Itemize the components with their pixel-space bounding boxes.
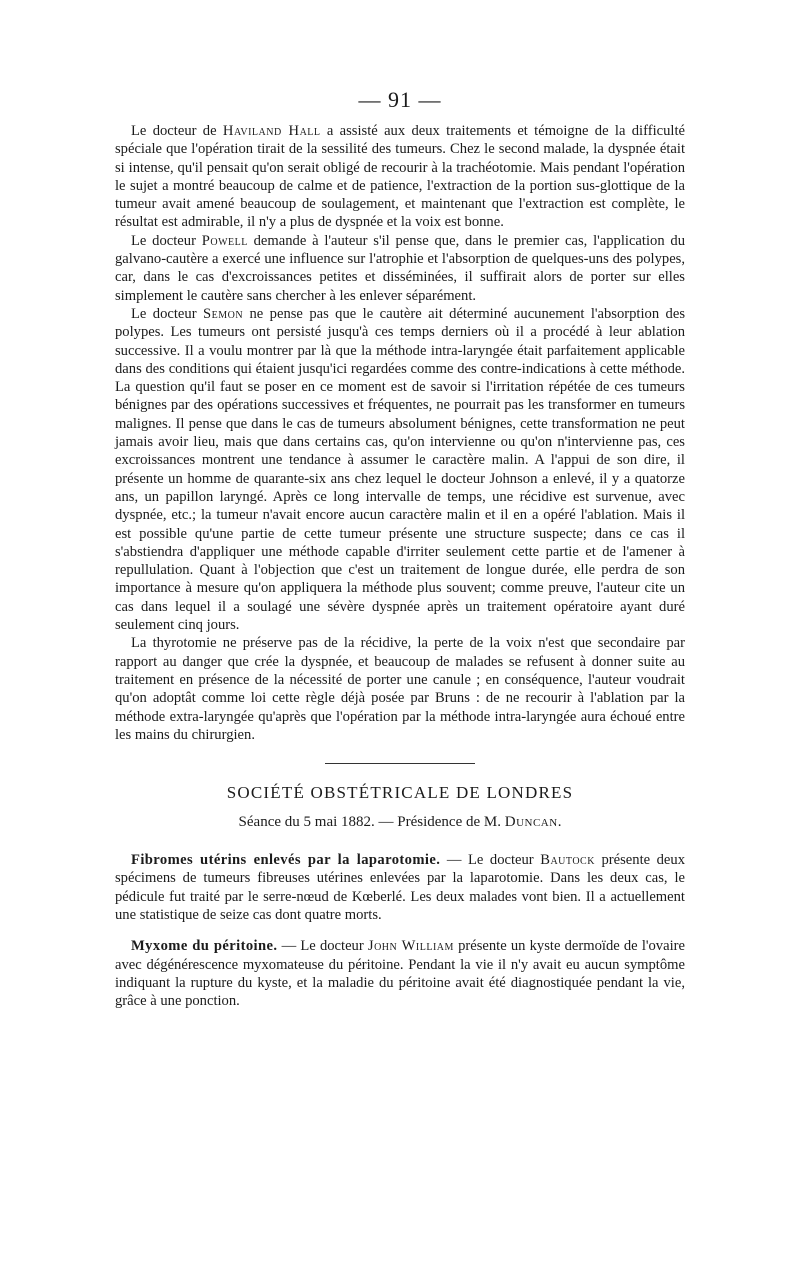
text-run: — Le docteur (277, 938, 368, 955)
text-run: présente un kyste dermoïde de l'ovaire avec dégénérescence myxomateuse du péritoine. Pendant la vie il n'y avait eu aucun symptôme indiquant la rupture du kyste, et la maladie du péritoine avait été diagnostiquée pendant la vie, grâce à une ponction. (115, 938, 685, 1010)
text-run: ne pense pas que le cautère ait déterminé aucunement l'absorption des polypes. Les tumeurs ont persisté jusqu'à ces temps derniers où il a procédé à leur ablation successive. Il a voulu montrer par là que la méthode intra-laryngée était parfaitement applicable dans des conditions qui étaient jusqu'ici regardées comme des contre-indications à cette méthode. La question qu'il faut se poser en ce moment est de savoir si l'irritation répétée de ces tumeurs bénignes par des opérations successives et fréquentes, ne pourrait pas les transformer en tumeurs malignes. Il pense que dans le cas de tumeurs absolument bénignes, cette transformation ne peut jamais avoir lieu, mais que dans certains cas, qu'on intervienne ou qu'on n'intervienne pas, ces excroissances montrent une tendance à assumer le caractère malin. A l'appui de son dire, il présente un homme de quarante-six ans chez lequel le docteur Johnson a enlevé, il y a quatorze ans, un papillon laryngé. Après ce long intervalle de temps, une récidive est survenue, avec dyspnée, etc.; la tumeur n'avait encore aucun caractère malin et il en a opéré l'ablation. Mais il est possible qu'une partie de cette tumeur présente une structure suspecte; dans ce cas il s'abstiendra d'appliquer une méthode capable d'irriter seulement cette partie et de l'amener à repullulation. Quant à l'objection que c'est un traitement de longue durée, elle perdra de son importance à mesure qu'on appliquera la méthode plus souvent; comme preuve, l'auteur cite un cas dans lequel il a soulagé une sévère dyspnée après un traitement opératoire ayant duré seulement cinq jours. (115, 305, 686, 634)
text-run: Le docteur (131, 305, 203, 322)
text-run: — Le docteur (440, 852, 541, 869)
text-run: présente deux spécimens de tumeurs fibreuses utérines enlevées par la laparotomie. Dans les deux cas, le pédicule fut traité par le serre-nœud de Kœberlé. Les deux malades vont bien. Il a actuellement une statistique de seize cas dont quatre morts. (115, 852, 686, 923)
entry-heading: Myxome du péritoine. (131, 938, 278, 955)
paragraph-powell (115, 232, 685, 305)
text-run: demande à l'auteur s'il pense que, dans le premier cas, l'application du galvano-cautère a exercé une influence sur l'atrophie et l'absorption de quelques-uns des polypes, car, dans le cas d'excroissances petites et disséminées, il suffirait alors de porter sur elles simplement le cautère sans chercher à les enlever séparément. (115, 232, 685, 304)
section-divider (325, 763, 475, 764)
paragraph-haviland-hall (115, 122, 685, 232)
text-run: a assisté aux deux traitements et témoigne de la difficulté spéciale que l'opération tirait de la sessilité des tumeurs. Chez le second malade, la dyspnée était si intense, qu'il pensait qu'on serait obligé de recourir à la trachéotomie. Mais pendant l'opération le sujet a montré beaucoup de calme et de patience, l'extraction de la portion sus-glottique de la tumeur avait amené beaucoup de soulagement, et maintenant que l'extraction est complète, le résultat est admirable, il n'y a plus de dyspnée et la voix est bonne. (115, 123, 685, 231)
author-name: John William (367, 938, 454, 955)
author-name: Powell (201, 232, 248, 249)
paragraph-myxome (115, 937, 685, 1010)
text-run: Le docteur (131, 232, 202, 249)
paragraph-thyrotomie: La thyrotomie ne préserve pas de la récidive, la perte de la voix n'est que secondaire par rapport au danger que crée la dyspnée, et beaucoup de malades se refusent à donner suite au traitement en présence de la nécessité de porter une canule ; en conséquence, l'auteur voudrait qu'on adoptât comme loi cette règle déjà posée par Bruns : de ne recourir à l'ablation par la méthode extra-laryngée qu'après que l'opération par la méthode intra-laryngée aura échoué entre les mains du chirurgien. (115, 635, 685, 743)
entry-heading: Fibromes utérins enlevés par la laparotomie. (131, 852, 441, 869)
paragraph-semon (115, 305, 685, 634)
author-name: Haviland Hall (222, 123, 321, 139)
text-run: . (557, 814, 562, 831)
session-line (115, 812, 685, 832)
author-name: Semon (203, 305, 244, 322)
text-run: Le docteur de (131, 123, 223, 139)
president-name: Duncan (504, 814, 558, 831)
spacer (115, 924, 685, 937)
page-body (115, 88, 685, 1010)
text-run: Séance du 5 mai 1882. — Présidence de M. (238, 814, 505, 831)
section-title: SOCIÉTÉ OBSTÉTRICALE DE LONDRES (226, 783, 574, 803)
author-name: Bautock (540, 852, 595, 869)
paragraph-fibromes (115, 851, 685, 924)
page-number: — 91 — (358, 87, 442, 112)
